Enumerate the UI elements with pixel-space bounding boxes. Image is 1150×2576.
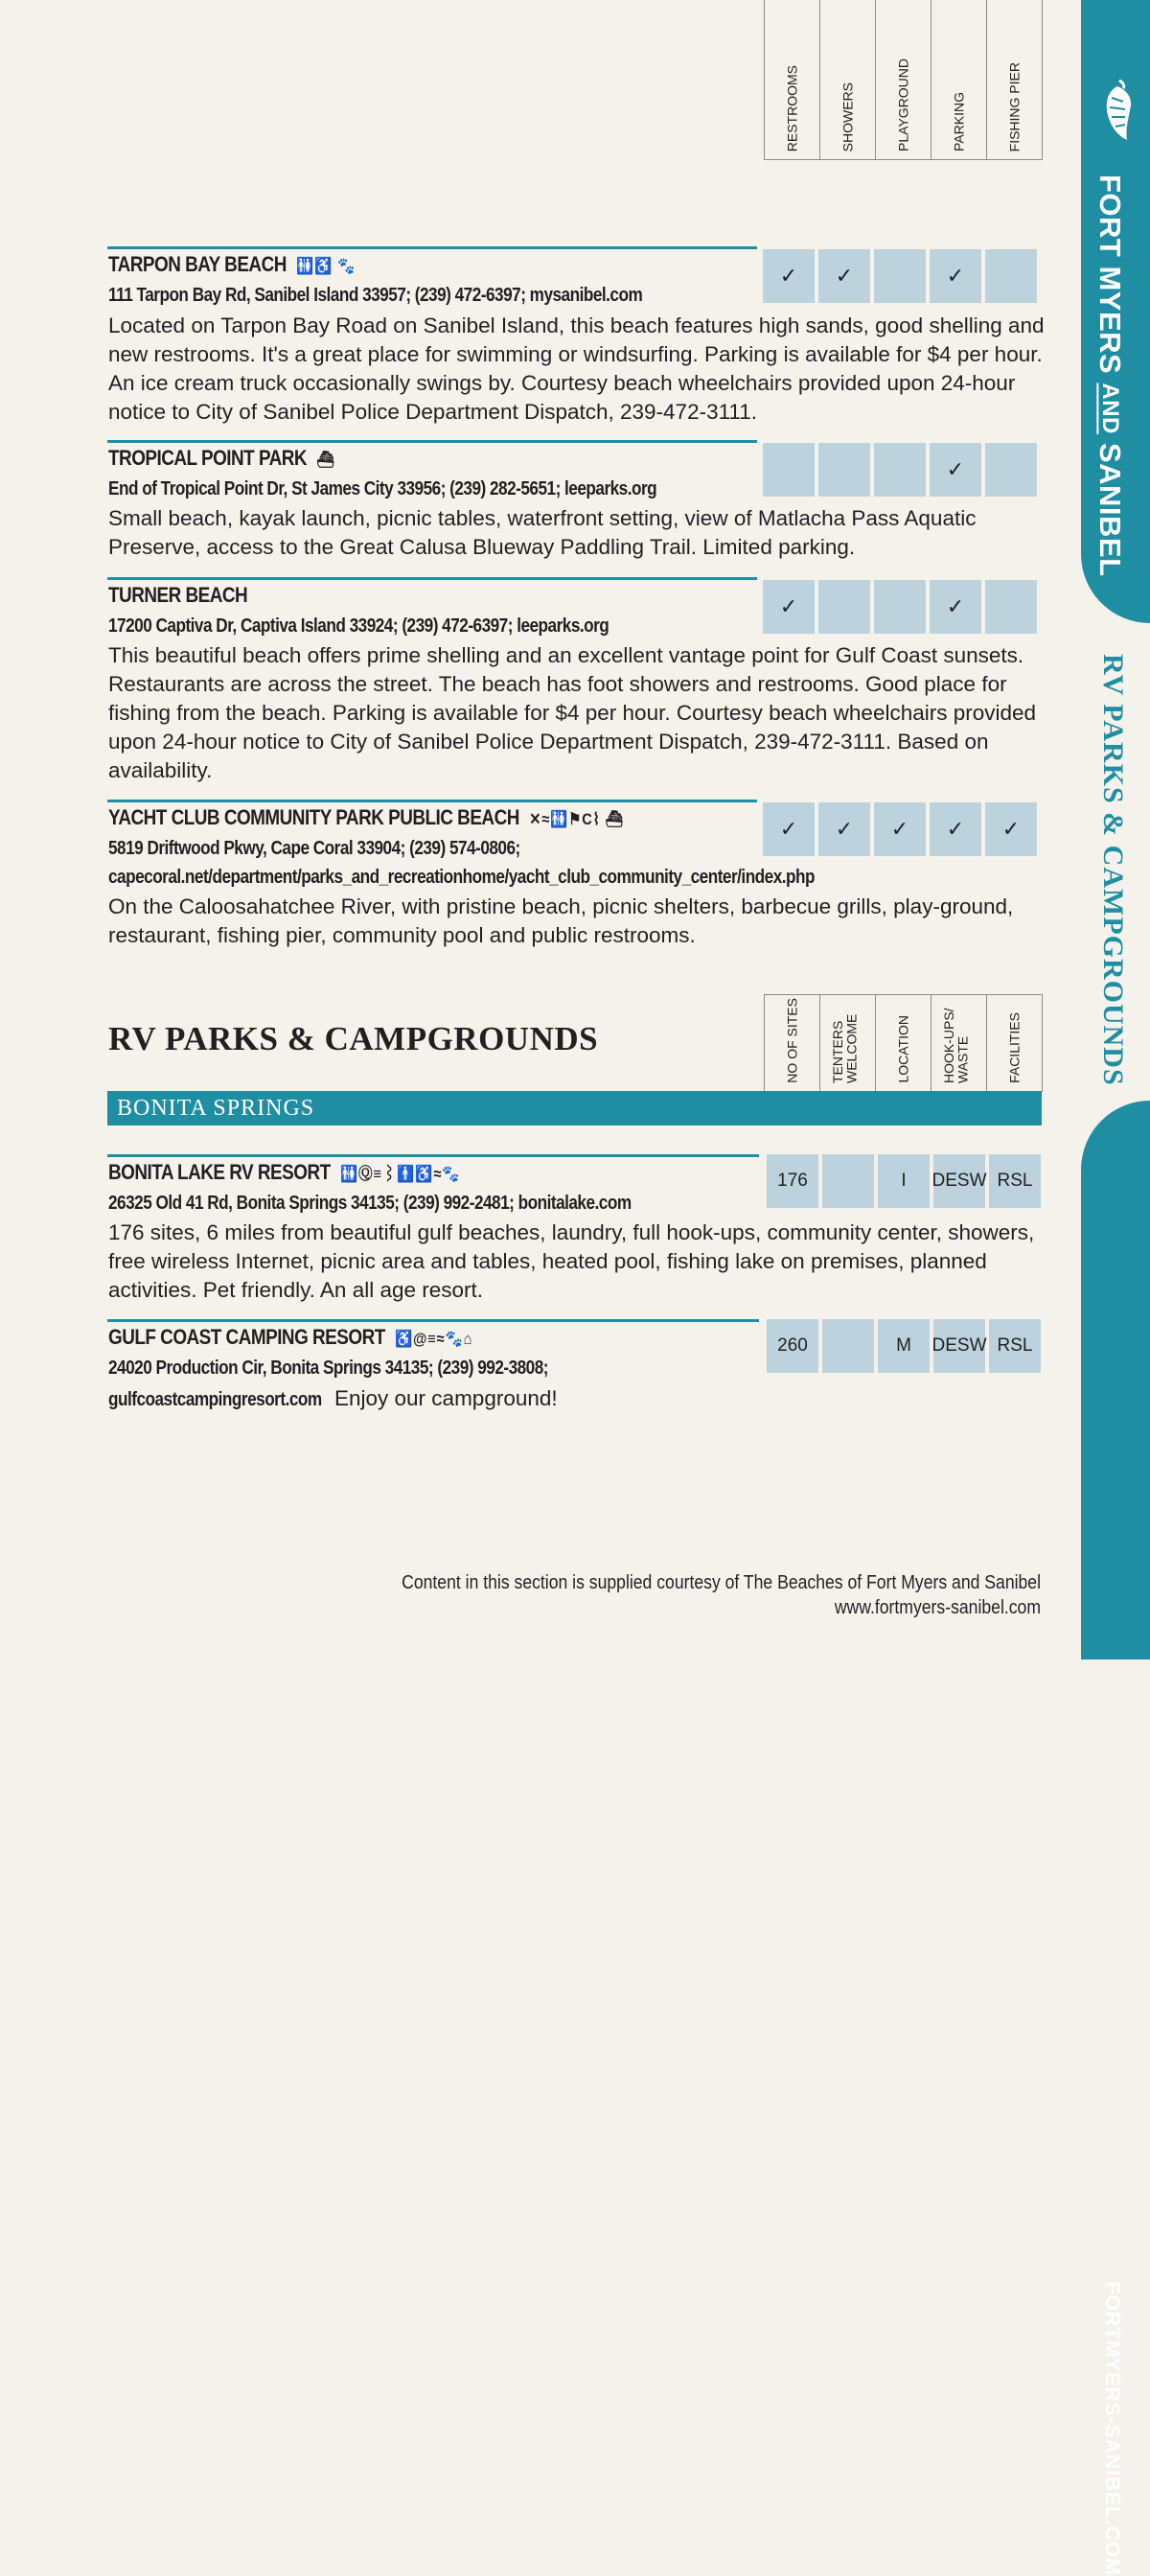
rv-cell <box>822 1319 874 1373</box>
column-header: SHOWERS <box>819 0 875 159</box>
entry-address: 17200 Captiva Dr, Captiva Island 33924; (239) 472-6397; leeparks.org <box>108 615 610 637</box>
entry-address: 5819 Driftwood Pkwy, Cape Coral 33904; (239) 574-0806; <box>108 838 520 859</box>
rv-cell: DESW <box>933 1154 985 1208</box>
amenity-cell: ✓ <box>930 443 981 497</box>
entry-description: On the Caloosahatchee River, with pristine beach, picnic shelters, barbecue grills, play-ground, restaurant, fishing pier, community pool and public restrooms. <box>108 894 1014 947</box>
sidebar-category-label: RV PARKS & CAMPGROUNDS <box>1097 654 1129 1086</box>
amenity-icons: 🚻♿ 🐾 <box>296 257 356 275</box>
entry-description: 176 sites, 6 miles from beautiful gulf beaches, laundry, full hook-ups, community center, showers, free wireless Internet, picnic area and tables, heated pool, fishing lake on premises, planned activities. Pet friendly. An all age resort. <box>108 1220 1035 1302</box>
entry-title: GULF COAST CAMPING RESORT ♿@≡≈🐾⌂ <box>108 1325 473 1349</box>
entry-description: Enjoy our campground! <box>334 1386 558 1410</box>
entry-website-line <box>108 1386 558 1411</box>
entry-description: Located on Tarpon Bay Road on Sanibel Island, this beach features high sands, good shelling and new restrooms. It's a great place for swimming or windsurfing. Parking is available for $4 per hour. An ice cream truck occasionally swings by. Courtesy beach wheelchairs provided upon 24-hour notice to City of Sanibel Police Department Dispatch, 239-472-3111. <box>108 313 1045 424</box>
amenity-cell <box>874 580 926 634</box>
column-header: NO OF SITES <box>784 998 800 1083</box>
amenity-icons: 🚻Ⓠ≡⌇🚹♿≈🐾 <box>339 1165 461 1183</box>
rv-cell <box>822 1154 874 1208</box>
amenity-cells <box>763 580 1037 634</box>
amenity-cells <box>763 802 1037 856</box>
amenity-cell: ✓ <box>763 249 815 303</box>
entry-rule <box>107 1319 759 1322</box>
entry-rule <box>107 577 757 580</box>
region-heading: BONITA SPRINGS <box>107 1091 1042 1126</box>
entry-description: This beautiful beach offers prime shelling and an excellent vantage point for Gulf Coast sunsets. Restaurants are across the street. The beach has foot showers and restrooms. Good place for fishing from the beach. Parking is available for $4 per hour. Courtesy beach wheelchairs provided upon 24-hour notice to City of Sanibel Police Department Dispatch, 239-472-3111. Based on availability. <box>108 643 1037 782</box>
entry-address: End of Tropical Point Dr, St James City 33956; (239) 282-5651; leeparks.org <box>108 478 657 499</box>
sidebar-website-label: FORTMYERS-SANIBEL.COM <box>1101 2282 1123 2576</box>
amenity-cell <box>985 443 1037 497</box>
amenity-cell <box>985 249 1037 303</box>
amenity-icons: ⛴ <box>316 451 335 469</box>
amenity-cell: ✓ <box>930 249 981 303</box>
amenity-cell <box>985 580 1037 634</box>
column-header: PARKING <box>931 0 986 159</box>
entry-website: gulfcoastcampingresort.com <box>108 1389 322 1410</box>
sidebar <box>1081 0 1150 2576</box>
entry-rule <box>107 246 757 249</box>
amenity-icons: ✕≈🚻⚑C⌇ ⛴ <box>529 810 624 828</box>
beach-amenity-header <box>764 0 1043 160</box>
amenity-cell <box>818 580 870 634</box>
entry-rule <box>107 800 757 802</box>
column-header: RESTROOMS <box>784 64 800 151</box>
amenity-cell: ✓ <box>818 802 870 856</box>
entry-website: capecoral.net/department/parks_and_recreationhome/yacht_club_community_center/index.php <box>108 867 816 888</box>
entry-address: 111 Tarpon Bay Rd, Sanibel Island 33957; (239) 472-6397; mysanibel.com <box>108 285 643 306</box>
seashell-icon <box>1098 79 1137 146</box>
amenity-cell <box>874 443 926 497</box>
column-header: FACILITIES <box>986 995 1042 1091</box>
entry-title: TROPICAL POINT PARK ⛴ <box>108 446 335 470</box>
amenity-cell: ✓ <box>930 580 981 634</box>
column-header: PLAYGROUND <box>875 0 931 159</box>
section-title: RV PARKS & CAMPGROUNDS <box>108 1020 599 1057</box>
entry-rule <box>107 440 757 443</box>
entry-title: TARPON BAY BEACH 🚻♿ 🐾 <box>108 252 356 276</box>
entry-rule <box>107 1154 759 1157</box>
amenity-cell: ✓ <box>985 802 1037 856</box>
entry-title: YACHT CLUB COMMUNITY PARK PUBLIC BEACH ✕≈🚻⚑C⌇ ⛴ <box>108 805 624 829</box>
rv-cells <box>767 1154 1041 1208</box>
sidebar-tab-fort-myers <box>1081 0 1150 623</box>
column-header: HOOK-UPS/ WASTE <box>931 995 986 1091</box>
amenity-cell: ✓ <box>874 802 926 856</box>
entry-description: Small beach, kayak launch, picnic tables, waterfront setting, view of Matlacha Pass Aquatic Preserve, access to the Great Calusa Blueway Paddling Trail. Limited parking. <box>108 506 977 559</box>
footer-website: www.fortmyers-sanibel.com <box>834 1597 1041 1618</box>
rv-cell: RSL <box>989 1154 1041 1208</box>
rv-cell: I <box>878 1154 930 1208</box>
amenity-cell: ✓ <box>930 802 981 856</box>
entry-title: TURNER BEACH <box>108 583 248 607</box>
amenity-cell <box>874 249 926 303</box>
amenity-cell: ✓ <box>763 802 815 856</box>
column-header: TENTERS WELCOME <box>819 995 875 1091</box>
entry-address: 24020 Production Cir, Bonita Springs 34135; (239) 992-3808; <box>108 1358 548 1379</box>
rv-cell: RSL <box>989 1319 1041 1373</box>
entry-address: 26325 Old 41 Rd, Bonita Springs 34135; (239) 992-2481; bonitalake.com <box>108 1193 632 1214</box>
footer-credit: Content in this section is supplied courtesy of The Beaches of Fort Myers and Sanibel <box>402 1572 1041 1593</box>
amenity-cells <box>763 443 1037 497</box>
sidebar-section-label: FORT MYERS AND SANIBEL <box>1093 174 1127 577</box>
amenity-cell: ✓ <box>818 249 870 303</box>
sidebar-tab-website <box>1081 1101 1150 2576</box>
rv-cell: 260 <box>767 1319 818 1373</box>
amenity-cells <box>763 249 1037 303</box>
column-header: FISHING PIER <box>986 0 1042 159</box>
column-header: LOCATION <box>875 995 931 1091</box>
entry-title: BONITA LAKE RV RESORT 🚻Ⓠ≡⌇🚹♿≈🐾 <box>108 1160 461 1184</box>
rv-cells <box>767 1319 1041 1373</box>
rv-cell: 176 <box>767 1154 818 1208</box>
rv-column-header <box>764 994 1043 1092</box>
amenity-icons: ♿@≡≈🐾⌂ <box>395 1330 473 1348</box>
amenity-cell <box>763 443 815 497</box>
amenity-cell: ✓ <box>763 580 815 634</box>
rv-cell: DESW <box>933 1319 985 1373</box>
rv-cell: M <box>878 1319 930 1373</box>
amenity-cell <box>818 443 870 497</box>
